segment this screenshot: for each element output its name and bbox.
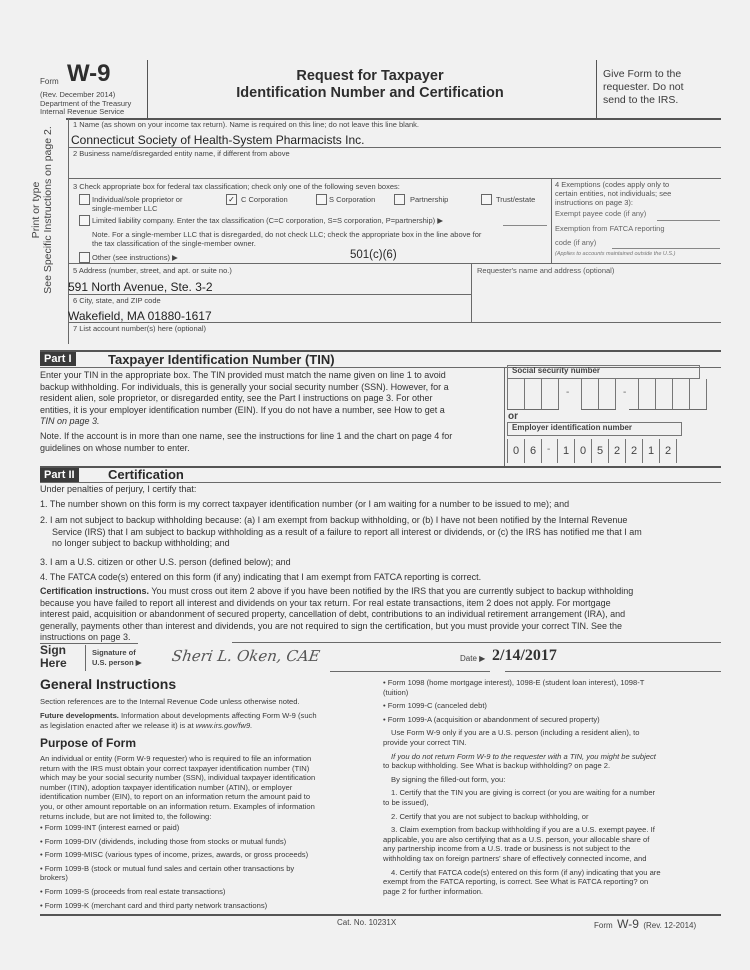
- rule: [40, 482, 721, 483]
- right-line: any partnership income from a U.S. trade or business is not subject to the: [383, 844, 631, 854]
- cert-item-3: 3. I am a U.S. citizen or other U.S. person (defined below); and: [40, 557, 291, 567]
- cert-instructions-heading: Certification instructions.: [40, 586, 150, 596]
- right-column: [383, 678, 720, 896]
- ssn-digit[interactable]: [689, 379, 707, 409]
- give-form-note: [603, 68, 684, 107]
- right-line: 2. Certify that you are not subject to backup withholding, or: [391, 811, 589, 821]
- here-word: Here: [40, 656, 67, 670]
- ssn-digit[interactable]: [655, 379, 672, 409]
- ein-digit[interactable]: 2: [608, 439, 625, 463]
- purpose-line: An individual or entity (Form W-9 requester) who is required to file an information: [40, 754, 312, 763]
- individual-label: Individual/sole proprietor or: [92, 195, 183, 204]
- line7-label: 7 List account number(s) here (optional): [73, 324, 206, 333]
- purpose-line: which may be your social security number (SSN), individual taxpayer identification: [40, 773, 316, 783]
- catalog-number: Cat. No. 10231X: [337, 918, 397, 927]
- bullet-item: • Form 1099-DIV (dividends, including those from stocks or mutual funds): [40, 836, 287, 846]
- ein-dash: -: [547, 444, 551, 455]
- give-form-line-3: send to the IRS.: [603, 94, 679, 106]
- purpose-line: return with the IRS must obtain your correct taxpayer identification number (TIN): [40, 763, 310, 773]
- part1-line: TIN on page 3.: [40, 416, 100, 426]
- bullet-item: • Form 1099-MISC (various types of income, prizes, awards, or gross proceeds): [40, 850, 309, 860]
- ein-label-box: [507, 422, 682, 436]
- right-line: By signing the filled-out form, you:: [391, 774, 506, 784]
- header-divider-right: [596, 60, 597, 118]
- title-line-1: Request for Taxpayer: [296, 68, 444, 84]
- agency: Internal Revenue Service: [40, 107, 125, 116]
- ssn-digit[interactable]: [541, 379, 559, 409]
- signature-label-1: Signature of: [92, 648, 136, 657]
- purpose-heading: Purpose of Form: [40, 736, 137, 750]
- other-classification-value[interactable]: 501(c)(6): [350, 249, 397, 261]
- ssn-bottom-rule: [507, 409, 559, 410]
- footer-form-id: [594, 915, 696, 933]
- cert-item-2: [40, 515, 642, 550]
- future-developments: [40, 711, 370, 730]
- part1-note-line: Note. If the account is in more than one name, see the instructions for line 1 and the chart on page 4 for: [40, 431, 453, 441]
- right-line: • Form 1099-C (canceled debt): [383, 701, 487, 711]
- exemptions-title: [555, 180, 671, 207]
- ssn-bottom-rule: [629, 409, 707, 410]
- cert-item-2-line: 2. I am not subject to backup withholding because: (a) I am exempt from backup withholding, or (b) I have not been notified by the Internal Revenue: [40, 515, 628, 525]
- c-corp-label: C Corporation: [241, 195, 288, 204]
- account-numbers-field[interactable]: [70, 334, 720, 344]
- exempt-payee-input[interactable]: [657, 220, 720, 221]
- rule: [68, 147, 721, 148]
- partnership-checkbox[interactable]: [394, 194, 405, 205]
- llc-classification-input[interactable]: [503, 225, 547, 226]
- footer-revision: (Rev. 12-2014): [643, 921, 697, 930]
- exemptions-title-2: certain entities, not individuals; see: [555, 189, 672, 198]
- purpose-line: identification number (EIN), to report on an information return the amount paid to: [40, 792, 311, 802]
- cert-instructions-line: because you have failed to report all interest and dividends on your tax return. For real estate transactions, item 2 does not apply. For mortgage: [40, 597, 611, 608]
- part1-instructions: [40, 370, 510, 428]
- trust-estate-checkbox[interactable]: [481, 194, 492, 205]
- form-word: Form: [40, 77, 59, 86]
- side-label-instructions: See Specific Instructions on page 2.: [42, 126, 54, 294]
- line5-label: 5 Address (number, street, and apt. or suite no.): [73, 266, 232, 275]
- signature-field[interactable]: Sheri L. Oken, CAE: [170, 647, 322, 665]
- ein-digit[interactable]: 2: [625, 439, 642, 463]
- ssn-label-box: [507, 365, 700, 379]
- date-line: [505, 671, 721, 672]
- right-line: provide your correct TIN.: [383, 737, 467, 747]
- signature-label-2: U.S. person ▶: [92, 658, 142, 667]
- future-dev-line: [40, 711, 370, 721]
- ssn-digit[interactable]: [507, 379, 524, 409]
- purpose-paragraph: [40, 754, 370, 821]
- cert-item-4: 4. The FATCA code(s) entered on this form (if any) indicating that I am exempt from FATCA reporting is correct.: [40, 572, 482, 582]
- part1-note-line: guidelines on whose number to enter.: [40, 442, 190, 453]
- date-label: Date ▶: [460, 654, 486, 663]
- bullet-item: • Form 1099-INT (interest earned or paid): [40, 823, 180, 832]
- ssn-digit[interactable]: [524, 379, 541, 409]
- cert-item-2-line: no longer subject to backup withholding; and: [52, 538, 230, 548]
- footer-form-word: Form: [594, 921, 613, 930]
- part1-line: backup withholding. For individuals, this is generally your social security number (SSN). However, for a: [40, 381, 449, 392]
- give-form-line-2: requester. Do not: [603, 81, 684, 93]
- right-line: • Form 1098 (home mortgage interest), 1098-E (student loan interest), 1098-T: [383, 678, 645, 687]
- right-line: applicable, you are also certifying that as a U.S. person, your allocable share of: [383, 834, 650, 844]
- part2-tag: Part II: [40, 468, 79, 482]
- right-line: to be issued),: [383, 797, 429, 807]
- exemptions-title-1: 4 Exemptions (codes apply only to: [555, 180, 670, 189]
- right-line: (tuition): [383, 687, 409, 697]
- right-line: If you do not return Form W-9 to the requester with a TIN, you might be subject: [391, 751, 656, 761]
- sign-here-label: [40, 644, 67, 670]
- address-field[interactable]: 591 North Avenue, Ste. 3-2: [68, 280, 213, 294]
- cert-intro: Under penalties of perjury, I certify that:: [40, 484, 197, 494]
- s-corp-checkbox[interactable]: [316, 194, 327, 205]
- tin-divider: [504, 367, 505, 466]
- bullet-item: • Form 1099-K (merchant card and third party network transactions): [40, 900, 268, 910]
- ein-digit[interactable]: 0: [507, 439, 524, 463]
- exemptions-divider: [551, 178, 552, 264]
- requester-label: Requester's name and address (optional): [477, 266, 615, 275]
- cert-instructions-line: instructions on page 3.: [40, 632, 131, 642]
- individual-checkbox[interactable]: [79, 194, 90, 205]
- right-line: Use Form W-9 only if you are a U.S. person (including a resident alien), to: [391, 728, 640, 738]
- cert-instructions-line: [40, 586, 720, 598]
- fatca-label-1: Exemption from FATCA reporting: [555, 224, 665, 233]
- ssn-input-group[interactable]: [507, 379, 720, 409]
- trust-estate-label: Trust/estate: [496, 195, 536, 204]
- cert-instructions: [40, 586, 720, 644]
- revision-date: (Rev. December 2014): [40, 90, 116, 99]
- future-dev-text: Information about developments affecting Form W-9 (such: [118, 711, 317, 720]
- llc-note-1: Note. For a single-member LLC that is disregarded, do not check LLC; check the appropriate box in the line above for: [92, 230, 482, 239]
- department: Department of the Treasury: [40, 99, 132, 108]
- footer-form-number: W-9: [617, 917, 639, 931]
- part1-tag: Part I: [40, 352, 76, 366]
- part1-line: resident alien, sole proprietor, or disregarded entity, see the Part I instructions on page 3. For other: [40, 393, 433, 403]
- exemptions-title-3: instructions on page 3):: [555, 198, 633, 207]
- ein-digit[interactable]: 6: [524, 439, 542, 463]
- llc-checkbox[interactable]: [79, 215, 90, 226]
- date-field[interactable]: 2/14/2017: [492, 647, 557, 664]
- ssn-dash: -: [623, 387, 627, 398]
- ein-digit[interactable]: 5: [591, 439, 608, 463]
- cert-item-1: 1. The number shown on this form is my correct taxpayer identification number (or I am waiting for a number to be issued to me); and: [40, 499, 570, 509]
- future-dev-heading: Future developments.: [40, 711, 119, 720]
- line1-label: 1 Name (as shown on your income tax return). Name is required on this line; do not leave this line blank.: [73, 120, 420, 129]
- ein-input-group[interactable]: [507, 437, 697, 466]
- right-line: 4. Certify that FATCA code(s) entered on this form (if any) indicating that you are: [391, 867, 661, 877]
- ein-digit[interactable]: 1: [557, 439, 574, 463]
- right-line: page 2 for further information.: [383, 886, 484, 896]
- s-corp-label: S Corporation: [329, 195, 376, 204]
- right-line: • Form 1099-A (acquisition or abandonment of secured property): [383, 714, 600, 724]
- line3-label: 3 Check appropriate box for federal tax classification; check only one of the following seven boxes:: [73, 182, 400, 191]
- purpose-bullets: [40, 823, 370, 910]
- exempt-payee-label: Exempt payee code (if any): [555, 209, 647, 218]
- side-label-print: Print or type: [30, 181, 42, 239]
- fatca-label-2: code (if any): [555, 238, 597, 247]
- signature-label: [92, 648, 142, 668]
- general-instructions-heading: General Instructions: [40, 676, 177, 692]
- form-title: [150, 68, 590, 101]
- side-label: [30, 100, 66, 320]
- right-line: 1. Certify that the TIN you are giving is correct (or you are waiting for a number: [391, 788, 656, 798]
- sign-divider: [85, 645, 86, 671]
- section-references: Section references are to the Internal Revenue Code unless otherwise noted.: [40, 697, 300, 706]
- individual-label-2: single-member LLC: [92, 204, 158, 213]
- other-checkbox[interactable]: [79, 252, 90, 263]
- c-corp-checkbox[interactable]: ✓: [226, 194, 237, 205]
- cert-instructions-line: generally, payments other than interest and dividends, you are not required to sign the certification, but you must provide your correct TIN. See the: [40, 620, 622, 631]
- future-dev-line: [40, 721, 370, 731]
- ssn-digit[interactable]: [638, 379, 655, 409]
- bullet-item: • Form 1099-S (proceeds from real estate transactions): [40, 886, 226, 896]
- line2-label: 2 Business name/disregarded entity name, if different from above: [73, 149, 290, 158]
- rule: [68, 178, 721, 179]
- business-name-field[interactable]: [71, 162, 711, 176]
- llc-label: Limited liability company. Enter the tax classification (C=C corporation, S=S corporation, P=partnership) ▶: [92, 216, 443, 225]
- cert-instructions-line: interest paid, acquisition or abandonment of secured property, cancellation of debt, contributions to an individual retirement arrangement (IRA), and: [40, 609, 626, 619]
- or-label: or: [508, 411, 518, 422]
- future-dev-text: as legislation enacted after we release it) is at: [40, 720, 196, 730]
- fatca-note: (Applies to accounts maintained outside the U.S.): [555, 251, 676, 257]
- ein-digit[interactable]: 1: [642, 439, 659, 463]
- ssn-digit[interactable]: [581, 379, 598, 409]
- ssn-label: Social security number: [512, 366, 601, 375]
- purpose-line: you, or other amount reportable on an information return. Examples of information: [40, 801, 315, 811]
- right-line: withholding tax on foreign partners' share of effectively connected income, and: [383, 853, 647, 863]
- fatca-code-input[interactable]: [612, 248, 720, 249]
- ssn-bottom-rule: [581, 409, 616, 410]
- requester-field[interactable]: [476, 277, 720, 321]
- sign-word: Sign: [40, 643, 66, 657]
- part1-note: [40, 431, 510, 454]
- llc-note-2: the tax classification of the single-member owner.: [92, 239, 256, 248]
- part1-line: entities, it is your employer identification number (EIN). If you do not have a number, see How to get a: [40, 404, 445, 415]
- right-line: exempt from the FATCA reporting, is correct. See What is FATCA reporting? on: [383, 877, 649, 887]
- part1-title: Taxpayer Identification Number (TIN): [108, 352, 335, 367]
- line6-label: 6 City, state, and ZIP code: [73, 296, 161, 305]
- purpose-line: number (ITIN), adoption taxpayer identification number (ATIN), or employer: [40, 782, 293, 792]
- rule: [232, 642, 721, 643]
- rule: [68, 294, 471, 295]
- cert-instructions-text: You must cross out item 2 above if you have been notified by the IRS that you are currently subject to backup withholding: [149, 586, 634, 596]
- other-label: Other (see instructions) ▶: [92, 253, 178, 262]
- ein-digit[interactable]: 2: [659, 439, 677, 463]
- cert-item-2-line: Service (IRS) that I am subject to backup withholding as a result of a failure to report all interest or dividends, or (c) the IRS has notified me that I am: [52, 526, 642, 537]
- rule: [68, 263, 721, 264]
- part1-line: Enter your TIN in the appropriate box. The TIN provided must match the name given on line 1 to avoid: [40, 370, 446, 380]
- ssn-digit[interactable]: [598, 379, 616, 409]
- city-state-zip-field[interactable]: Wakefield, MA 01880-1617: [68, 309, 212, 323]
- rule: [68, 322, 721, 323]
- ein-digit[interactable]: 0: [574, 439, 591, 463]
- signature-line: [330, 671, 490, 672]
- ein-label: Employer identification number: [512, 423, 633, 432]
- right-line: to backup withholding. See What is backup withholding? on page 2.: [383, 761, 611, 771]
- irs-link[interactable]: www.irs.gov/fw9.: [195, 720, 253, 730]
- ssn-dash: -: [566, 387, 570, 398]
- part2-title: Certification: [108, 467, 184, 482]
- right-line: 3. Claim exemption from backup withholding if you are a U.S. exempt payee. If: [391, 825, 655, 835]
- give-form-line-1: Give Form to the: [603, 68, 682, 80]
- form-number: W-9: [67, 60, 111, 87]
- bullet-item: • Form 1099-B (stock or mutual fund sales and certain other transactions by: [40, 863, 295, 873]
- purpose-line: returns include, but are not limited to, the following:: [40, 811, 212, 821]
- partnership-label: Partnership: [410, 195, 449, 204]
- requester-divider: [471, 263, 472, 323]
- ssn-digit[interactable]: [672, 379, 689, 409]
- name-field[interactable]: Connecticut Society of Health-System Pharmacists Inc.: [71, 133, 365, 147]
- bullet-item: brokers): [40, 873, 68, 883]
- header-divider-left: [147, 60, 148, 118]
- title-line-2: Identification Number and Certification: [236, 85, 504, 101]
